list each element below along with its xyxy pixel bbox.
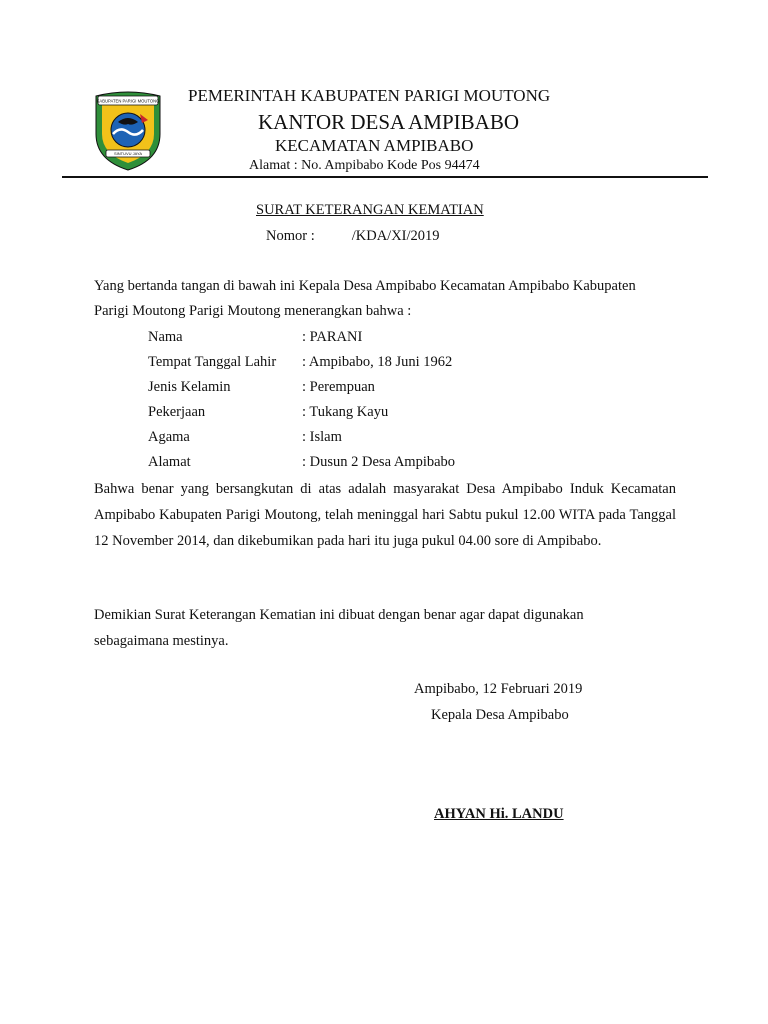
field-label-agama: Agama <box>148 429 190 445</box>
signer-name: AHYAN Hi. LANDU <box>434 806 564 822</box>
regency-emblem-logo <box>90 90 166 172</box>
field-value-nama: : PARANI <box>302 329 363 345</box>
field-label-nama: Nama <box>148 329 183 345</box>
closing-paragraph: Demikian Surat Keterangan Kematian ini dibuat dengan benar agar dapat digunakan sebagaimana mestinya. <box>94 607 584 649</box>
letter-number-label: Nomor : <box>266 228 315 244</box>
intro-line-2: Parigi Moutong Parigi Moutong menerangkan bahwa : <box>94 303 412 319</box>
emblem-top-text: KABUPATEN PARIGI MOUTONG <box>96 98 160 104</box>
field-value-jenis-kelamin: : Perempuan <box>302 379 375 395</box>
field-label-ttl: Tempat Tanggal Lahir <box>148 354 277 370</box>
field-value-alamat: : Dusun 2 Desa Ampibabo <box>302 454 456 470</box>
signer-title: Kepala Desa Ampibabo <box>431 707 569 723</box>
header-district-name: KECAMATAN AMPIBABO <box>275 136 474 155</box>
field-label-alamat: Alamat <box>148 454 191 470</box>
header-government-name: PEMERINTAH KABUPATEN PARIGI MOUTONG <box>188 86 551 105</box>
field-value-pekerjaan: : Tukang Kayu <box>302 404 389 420</box>
header-office-name: KANTOR DESA AMPIBABO <box>258 110 519 134</box>
letter-number-value: /KDA/XI/2019 <box>351 228 440 244</box>
letter-title: SURAT KETERANGAN KEMATIAN <box>256 202 484 218</box>
field-value-ttl: : Ampibabo, 18 Juni 1962 <box>302 354 453 370</box>
field-label-pekerjaan: Pekerjaan <box>148 404 206 420</box>
body-paragraph: Bahwa benar yang bersangkutan di atas adalah masyarakat Desa Ampibabo Induk Kecamatan Ampibabo Kabupaten Parigi Moutong, telah meninggal hari Sabtu pukul 12.00 WITA pada Tanggal 12 November 2014, dan dikebumikan pada hari itu juga pukul 04.00 sore di Ampibabo. <box>94 481 676 549</box>
intro-line-1: Yang bertanda tangan di bawah ini Kepala Desa Ampibabo Kecamatan Ampibabo Kabupaten <box>94 278 636 294</box>
field-value-agama: : Islam <box>302 429 342 445</box>
header-divider-line <box>62 176 708 178</box>
emblem-bottom-text: SINTUVU JAYA <box>113 151 143 157</box>
place-date: Ampibabo, 12 Februari 2019 <box>414 681 583 697</box>
letter-number <box>266 228 440 245</box>
header-address: Alamat : No. Ampibabo Kode Pos 94474 <box>249 158 480 173</box>
field-label-jenis-kelamin: Jenis Kelamin <box>148 379 231 395</box>
